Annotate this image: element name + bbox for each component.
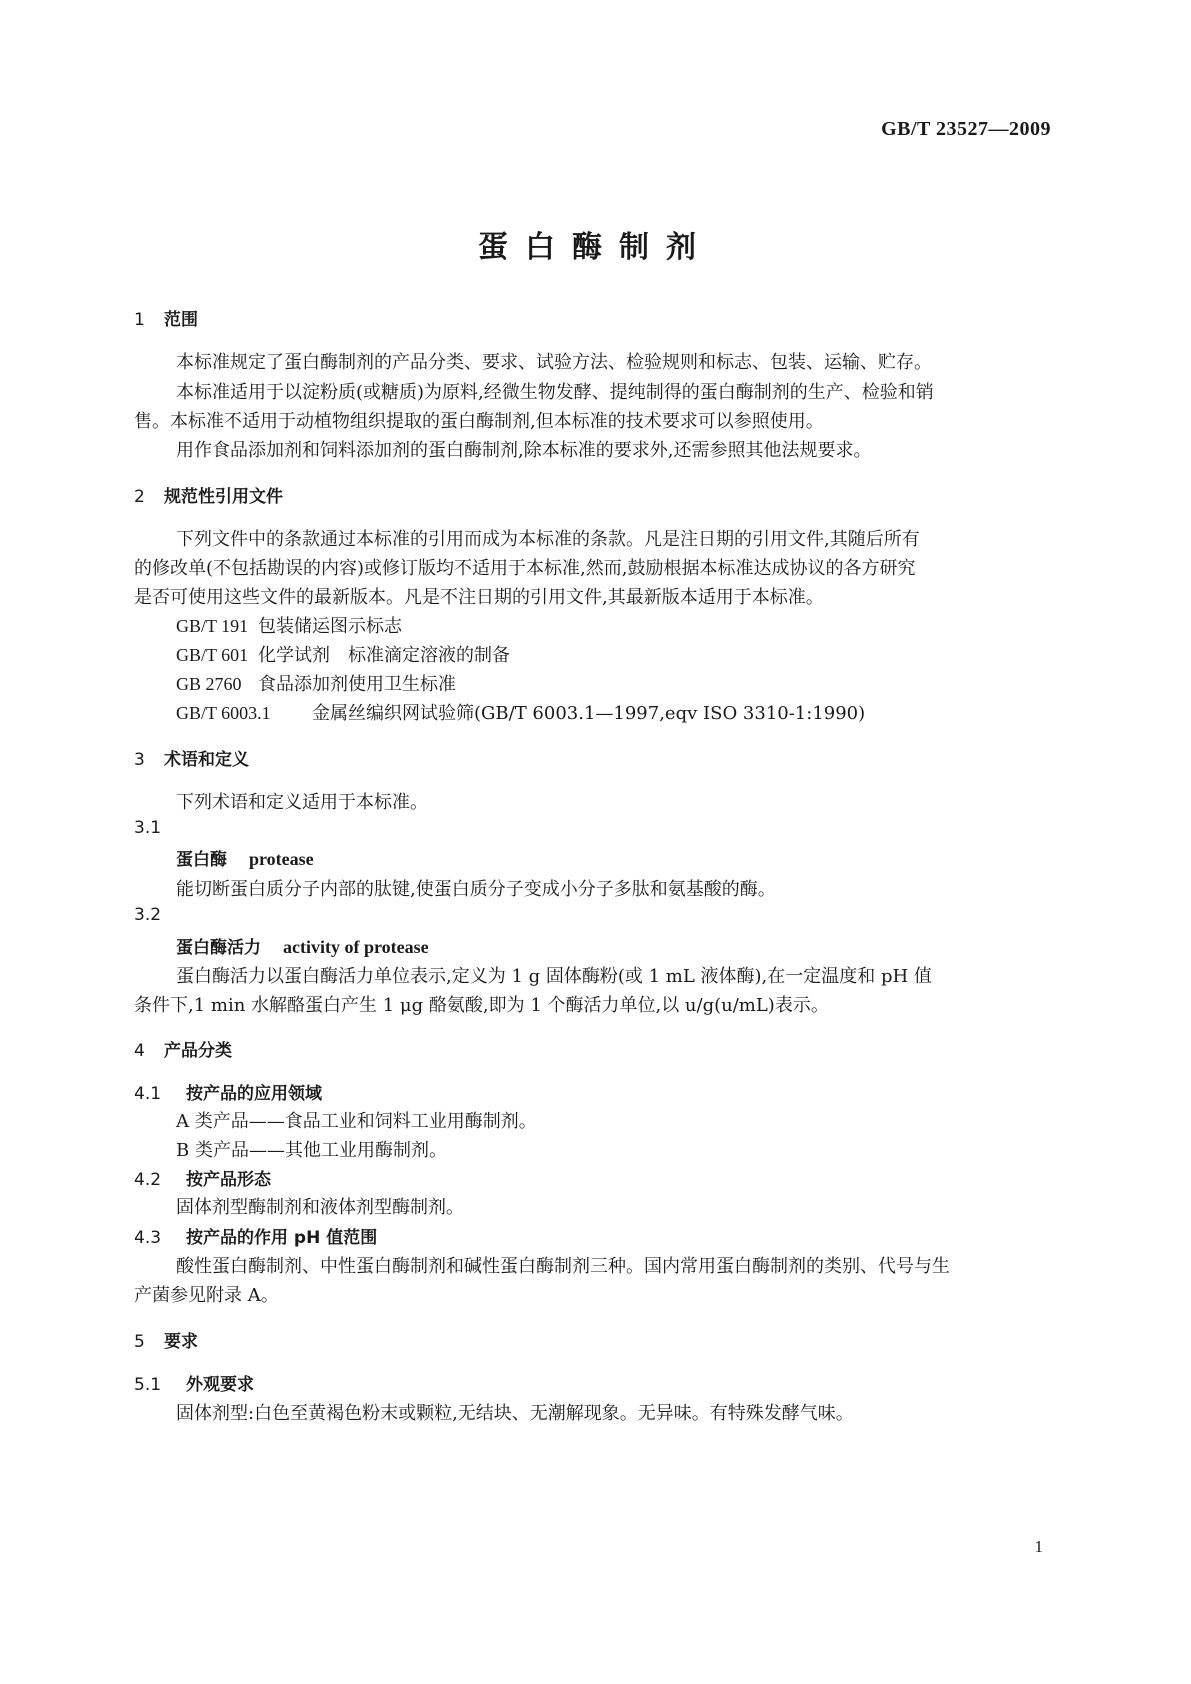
term-number: 3.1 bbox=[134, 818, 162, 838]
paragraph: 下列文件中的条款通过本标准的引用而成为本标准的条款。凡是注日期的引用文件,其随后所有 bbox=[176, 529, 920, 550]
paragraph: 本标准适用于以淀粉质(或糖质)为原料,经微生物发酵、提纯制得的蛋白酶制剂的生产、检验和销 bbox=[176, 382, 934, 403]
reference-item: GB/T 601 化学试剂 标准滴定溶液的制备 bbox=[176, 645, 510, 666]
paragraph: 的修改单(不包括勘误的内容)或修订版均不适用于本标准,然而,鼓励根据本标准达成协议的各方研究 bbox=[134, 558, 916, 579]
section-3-heading: 3 术语和定义 bbox=[134, 750, 249, 770]
term-definition: 能切断蛋白质分子内部的肽键,使蛋白质分子变成小分子多肽和氨基酸的酶。 bbox=[176, 879, 776, 900]
paragraph: 下列术语和定义适用于本标准。 bbox=[176, 792, 428, 813]
subsection-heading: 4.2 按产品形态 bbox=[134, 1170, 271, 1190]
section-4-heading: 4 产品分类 bbox=[134, 1041, 232, 1061]
section-2-heading: 2 规范性引用文件 bbox=[134, 487, 283, 507]
paragraph: 用作食品添加剂和饲料添加剂的蛋白酶制剂,除本标准的要求外,还需参照其他法规要求。 bbox=[176, 440, 872, 461]
term-heading: 蛋白酶 protease bbox=[176, 849, 314, 870]
term-heading: 蛋白酶活力 activity of protease bbox=[176, 937, 429, 958]
paragraph: 酸性蛋白酶制剂、中性蛋白酶制剂和碱性蛋白酶制剂三种。国内常用蛋白酶制剂的类别、代号与生 bbox=[176, 1256, 950, 1277]
document-title: 蛋白酶制剂 bbox=[478, 230, 713, 265]
term-number: 3.2 bbox=[134, 905, 162, 925]
standard-code: GB/T 23527—2009 bbox=[881, 118, 1051, 140]
section-1-heading: 1 范围 bbox=[134, 310, 198, 330]
paragraph: B 类产品——其他工业用酶制剂。 bbox=[176, 1140, 447, 1161]
term-definition: 蛋白酶活力以蛋白酶活力单位表示,定义为 1 g 固体酶粉(或 1 mL 液体酶),在一定温度和 pH 值 bbox=[176, 966, 932, 987]
term-definition: 条件下,1 min 水解酪蛋白产生 1 μg 酪氨酸,即为 1 个酶活力单位,以 u/g(u/mL)表示。 bbox=[134, 995, 829, 1016]
paragraph: 售。本标准不适用于动植物组织提取的蛋白酶制剂,但本标准的技术要求可以参照使用。 bbox=[134, 411, 824, 432]
reference-item: GB/T 6003.1 金属丝编织网试验筛(GB/T 6003.1—1997,eqv ISO 3310-1:1990) bbox=[176, 703, 866, 724]
paragraph: 固体剂型:白色至黄褐色粉末或颗粒,无结块、无潮解现象。无异味。有特殊发酵气味。 bbox=[176, 1403, 854, 1424]
paragraph: 产菌参见附录 A。 bbox=[134, 1285, 279, 1306]
reference-item: GB/T 191 包装储运图示标志 bbox=[176, 616, 402, 637]
paragraph: 固体剂型酶制剂和液体剂型酶制剂。 bbox=[176, 1197, 464, 1218]
subsection-heading: 4.1 按产品的应用领域 bbox=[134, 1084, 322, 1104]
reference-item: GB 2760 食品添加剂使用卫生标准 bbox=[176, 674, 456, 695]
paragraph: A 类产品——食品工业和饲料工业用酶制剂。 bbox=[176, 1111, 537, 1132]
paragraph: 本标准规定了蛋白酶制剂的产品分类、要求、试验方法、检验规则和标志、包装、运输、贮存。 bbox=[176, 352, 932, 373]
page-number: 1 bbox=[1034, 1537, 1043, 1556]
subsection-heading: 5.1 外观要求 bbox=[134, 1375, 254, 1395]
section-5-heading: 5 要求 bbox=[134, 1332, 198, 1352]
subsection-heading: 4.3 按产品的作用 pH 值范围 bbox=[134, 1228, 378, 1248]
paragraph: 是否可使用这些文件的最新版本。凡是不注日期的引用文件,其最新版本适用于本标准。 bbox=[134, 587, 824, 608]
